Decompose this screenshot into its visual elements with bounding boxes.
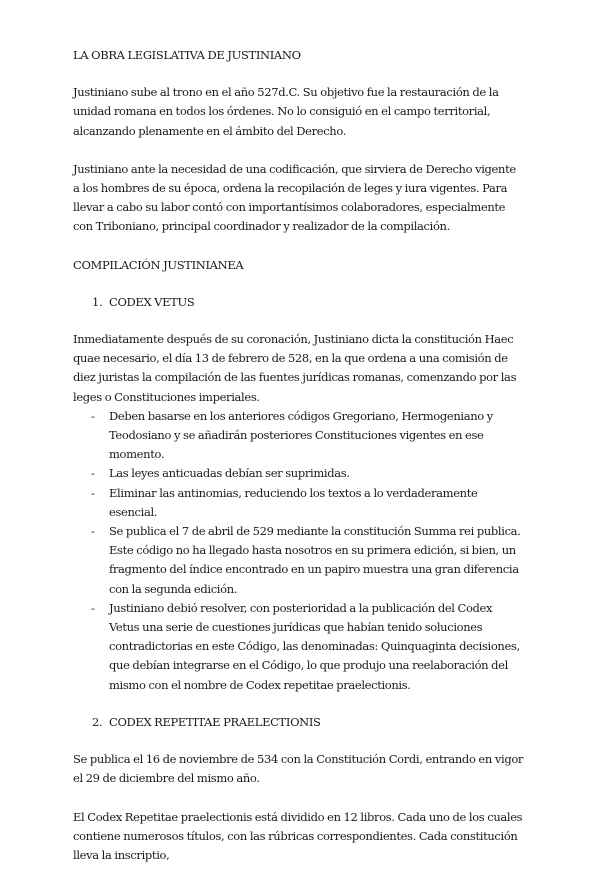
section-heading: COMPILACIÓN JUSTINIANEA bbox=[73, 257, 244, 272]
list-item bbox=[73, 464, 525, 483]
bullet-dash: - bbox=[91, 485, 95, 500]
document-title: LA OBRA LEGISLATIVA DE JUSTINIANO bbox=[73, 48, 301, 62]
list-item bbox=[73, 484, 525, 522]
bullet-dash: - bbox=[91, 600, 95, 615]
bullet-dash: - bbox=[91, 524, 95, 539]
list-item bbox=[73, 407, 525, 465]
heading-label: CODEX VETUS bbox=[109, 294, 195, 309]
list-item-text: Justiniano debió resolver, con posterioridad a la publicación del Codex Vetus una serie de cuestiones jurídicas que habían tenido soluciones contradictorias en este Código, las denominadas: Quinquaginta decisiones, que debían integrarse en el Código, lo que produjo una reelaboración del mismo con el nombre de Codex repetitae praelectionis. bbox=[109, 600, 520, 692]
bullet-dash: - bbox=[91, 466, 95, 481]
document-body bbox=[73, 46, 525, 884]
intro-paragraph-2: Justiniano ante la necesidad de una codificación, que sirviera de Derecho vigente a los hombres de su época, ordena la recopilación de leges y iura vigentes. Para llevar a cabo su labor contó con importantísimos colaboradores, especialmente con Triboniano, principal coordinador y realizador de la compilación. bbox=[73, 161, 516, 234]
heading-label: CODEX REPETITAE PRAELECTIONIS bbox=[109, 714, 321, 729]
intro-paragraph-1: Justiniano sube al trono en el año 527d.C. Su objetivo fue la restauración de la unidad romana en todos los órdenes. No lo consiguió en el campo territorial, alcanzando plenamente en el ámbito del Derecho. bbox=[73, 85, 499, 138]
codex-vetus-bullet-list bbox=[73, 407, 525, 695]
list-item-text: Se publica el 7 de abril de 529 mediante la constitución Summa rei publica. Este código no ha llegado hasta nosotros en su primera edición, si bien, un fragmento del índice encontrado en un papiro muestra una gran diferencia con la segunda edición. bbox=[109, 524, 521, 596]
list-item-text: Eliminar las antinomias, reduciendo los textos a lo verdaderamente esencial. bbox=[109, 485, 478, 519]
numbered-heading-codex-repetitae bbox=[73, 713, 525, 732]
heading-number: 2. bbox=[92, 714, 103, 729]
list-item bbox=[73, 599, 525, 695]
codex-vetus-paragraph: Inmediatamente después de su coronación, Justiniano dicta la constitución Haec quae necesario, el día 13 de febrero de 528, en la que ordena a una comisión de diez juristas la compilación de las fuentes jurídicas romanas, comenzando por las leges o Constituciones imperiales. bbox=[73, 332, 517, 404]
numbered-heading-codex-vetus bbox=[73, 293, 525, 312]
list-item-text: Las leyes anticuadas debían ser suprimidas. bbox=[109, 466, 350, 481]
list-item bbox=[73, 522, 525, 599]
list-item-text: Deben basarse en los anteriores códigos Gregoriano, Hermogeniano y Teodosiano y se añadirán posteriores Constituciones vigentes en ese momento. bbox=[109, 408, 493, 462]
codex-repetitae-paragraph-2: El Codex Repetitae praelectionis está dividido en 12 libros. Cada uno de los cuales contiene numerosos títulos, con las rúbricas correspondientes. Cada constitución lleva la inscriptio, bbox=[73, 809, 523, 862]
heading-number: 1. bbox=[92, 294, 103, 309]
bullet-dash: - bbox=[91, 408, 95, 423]
codex-repetitae-paragraph-1: Se publica el 16 de noviembre de 534 con la Constitución Cordi, entrando en vigor el 29 de diciembre del mismo año. bbox=[73, 752, 524, 786]
